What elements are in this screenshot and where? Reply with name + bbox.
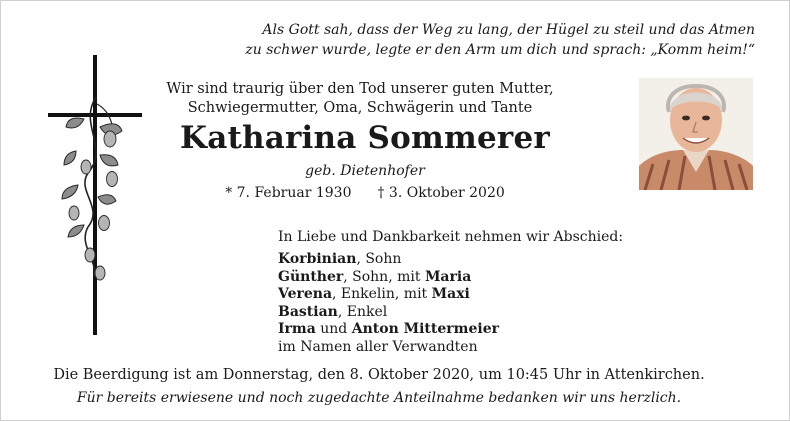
deceased-name: Katharina Sommerer: [180, 120, 550, 156]
thanks-text: Für bereits erwiesene und noch zugedachte Anteilnahme bedanken wir uns herzlich.: [76, 390, 682, 406]
life-dates: [160, 185, 570, 201]
family-relation: , Enkelin, mit: [332, 286, 432, 302]
birth-date: * 7. Februar 1930: [225, 185, 352, 201]
family-row-korbinian: [278, 251, 499, 269]
quote-line-2: zu schwer wurde, legte er den Arm um dich und sprach: „Komm heim!“: [245, 42, 755, 58]
family-relation: , Sohn, mit: [343, 268, 425, 285]
intro-line-2: Schwiegermutter, Oma, Schwägerin und Tante: [187, 100, 533, 116]
family-name: Günther: [278, 268, 344, 285]
family-name: Verena: [278, 286, 333, 302]
farewell-text: In Liebe und Dankbarkeit nehmen wir Abschied:: [278, 229, 624, 245]
family-partner-name: Maxi: [431, 286, 470, 302]
birth-name: geb. Dietenhofer: [305, 163, 425, 179]
family-relation: , Enkel: [337, 303, 388, 320]
portrait-photo: [639, 78, 753, 190]
family-relation: , Sohn: [356, 251, 402, 267]
family-row-guenther: [278, 269, 499, 287]
family-list: [278, 251, 499, 356]
memorial-quote: [245, 20, 755, 60]
family-name: Bastian: [278, 303, 338, 320]
family-conjunction: und: [315, 321, 352, 337]
funeral-info: Die Beerdigung ist am Donnerstag, den 8. Oktober 2020, um 10:45 Uhr in Attenkirchen.: [53, 367, 705, 383]
family-row-relatives: im Namen aller Verwandten: [278, 338, 478, 355]
cross-with-hops-icon: [38, 55, 148, 340]
intro-line-1: Wir sind traurig über den Tod unserer guten Mutter,: [166, 81, 554, 97]
family-name: Korbinian: [278, 251, 357, 267]
quote-line-1: Als Gott sah, dass der Weg zu lang, der Hügel zu steil und das Atmen: [262, 22, 755, 38]
family-row-bastian: [278, 304, 499, 322]
family-row-verena: [278, 286, 499, 304]
family-name: Irma: [278, 321, 316, 337]
family-partner-name: Anton Mittermeier: [351, 321, 499, 337]
family-row-irma-anton: [278, 321, 499, 339]
family-partner-name: Maria: [424, 268, 472, 285]
death-date: † 3. Oktober 2020: [377, 185, 505, 201]
intro-text: [165, 80, 555, 118]
